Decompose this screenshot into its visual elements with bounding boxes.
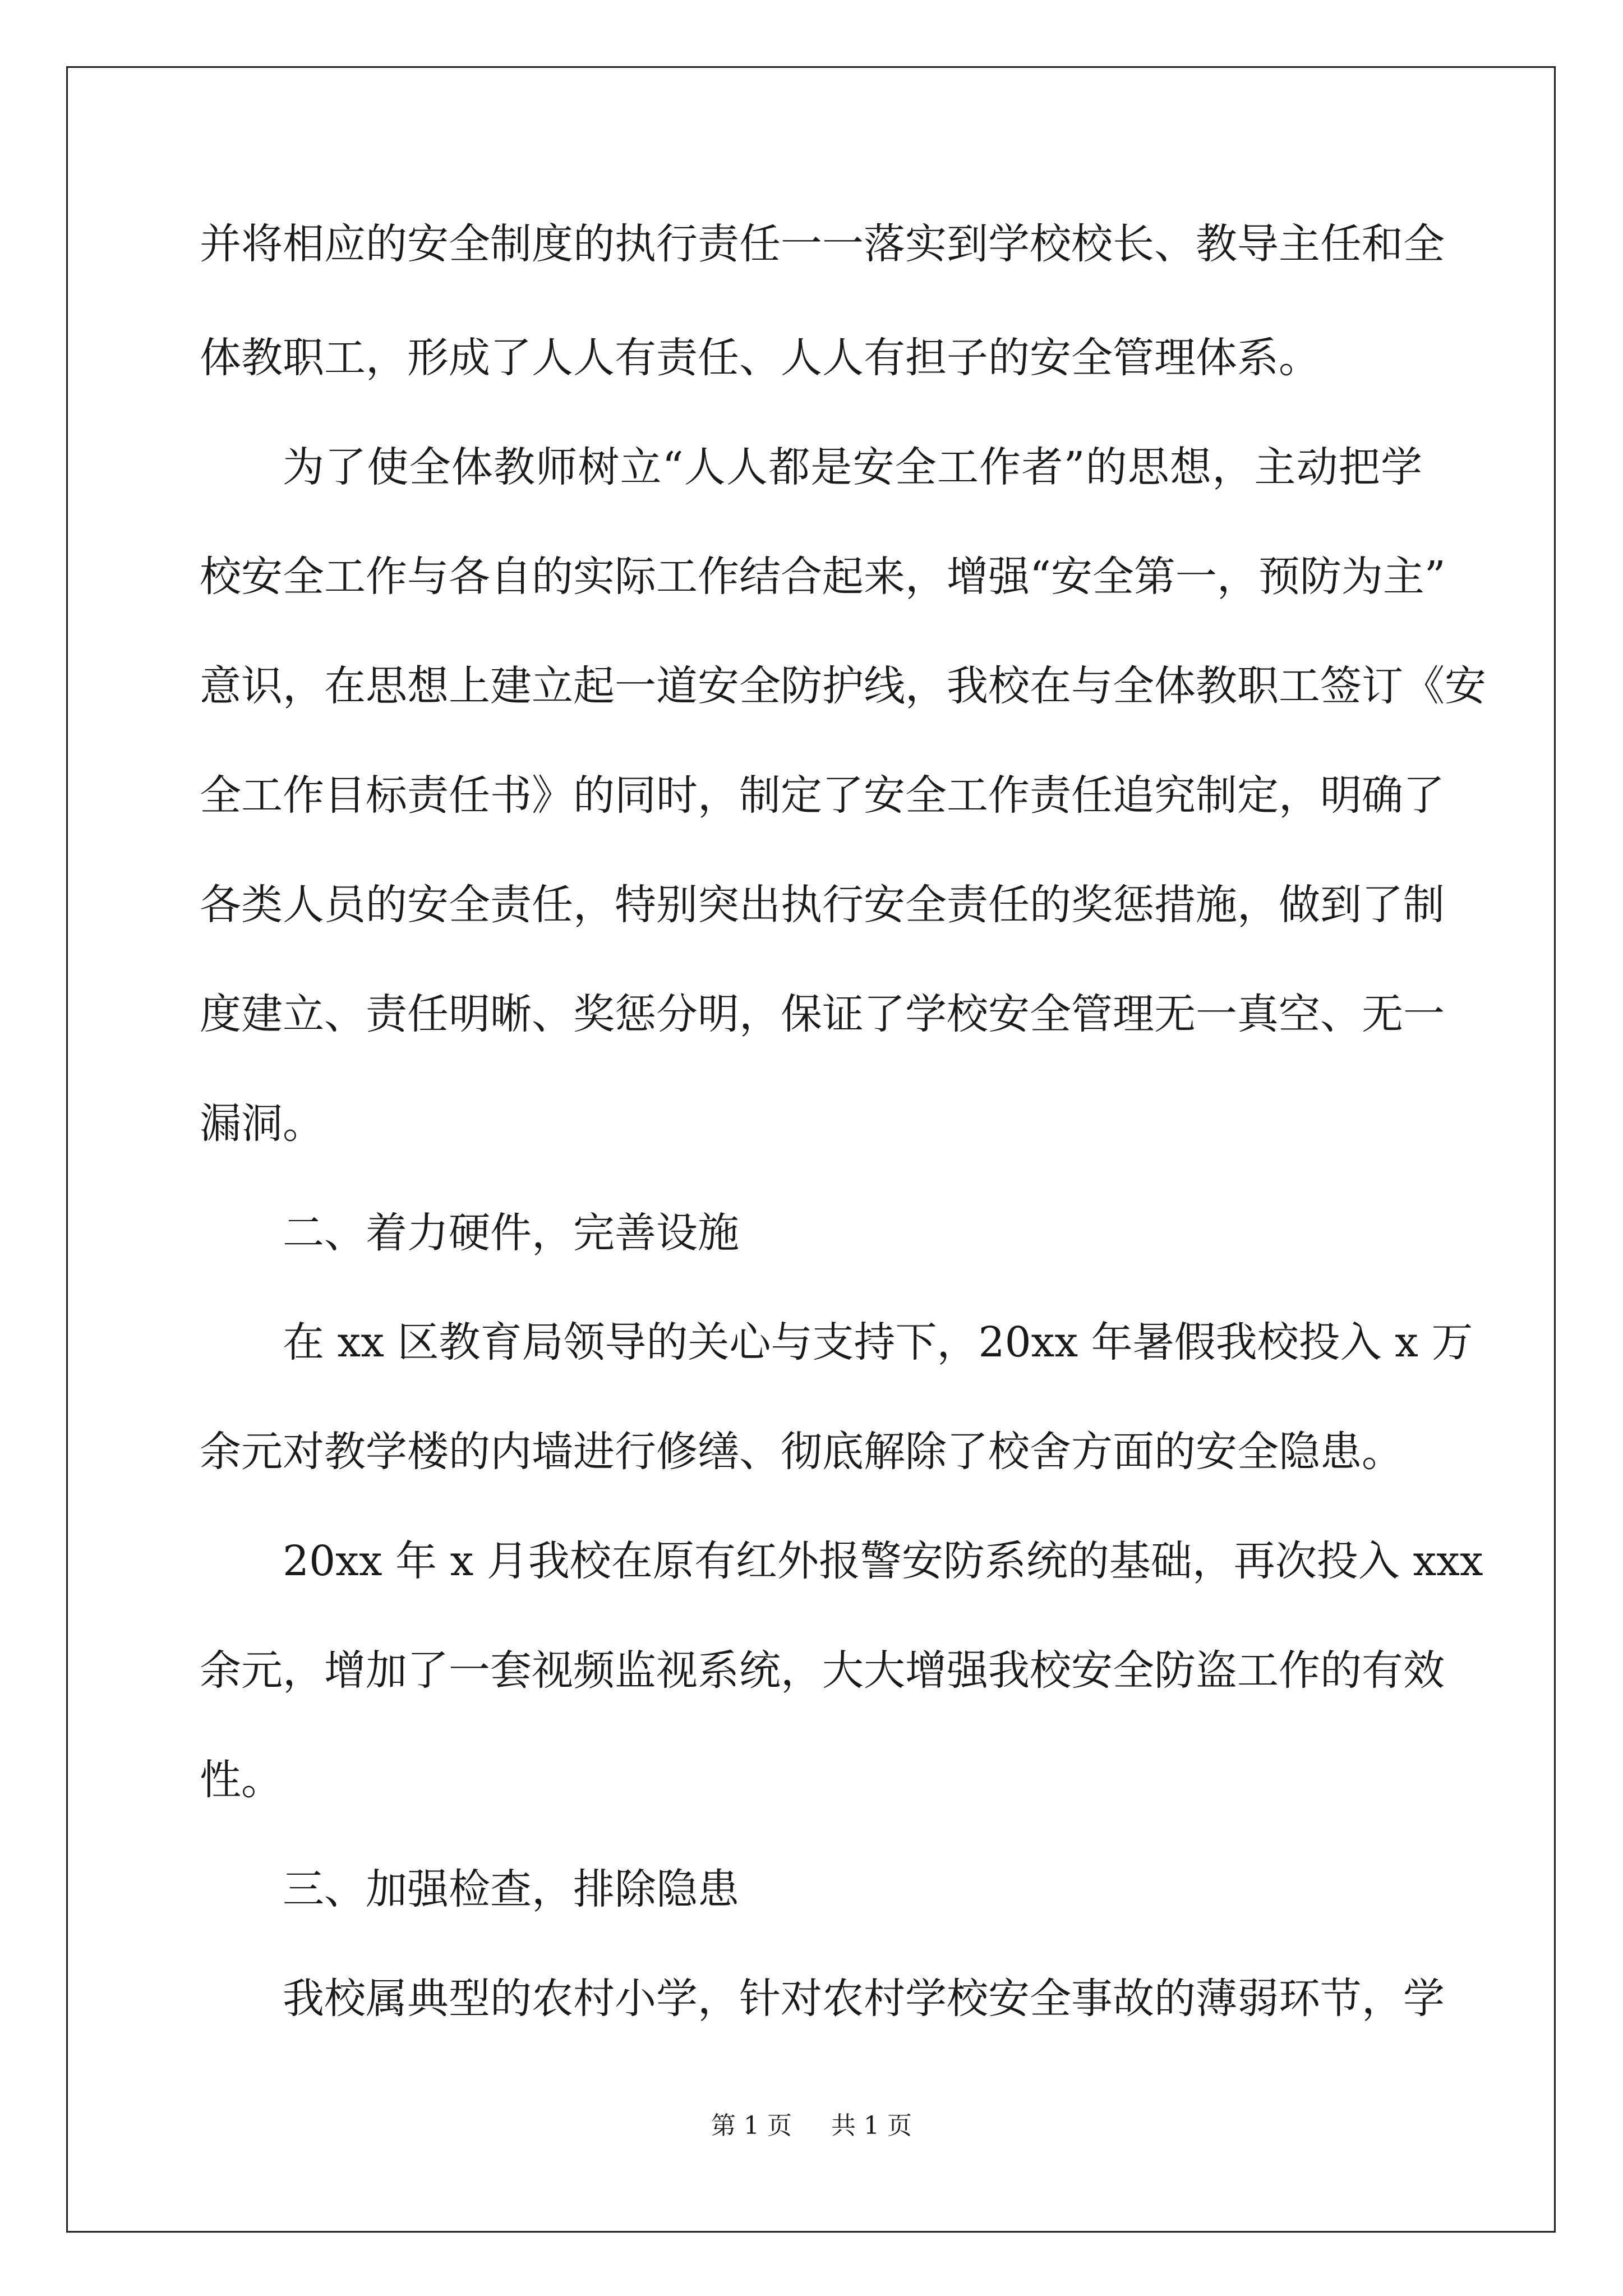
- text-line: 余元，增加了一套视频监视系统，大大增强我校安全防盗工作的有效: [200, 1646, 1445, 1695]
- text-line: 并将相应的安全制度的执行责任一一落实到学校校长、教导主任和全: [200, 220, 1445, 268]
- text-line: 意识，在思想上建立起一道安全防护线，我校在与全体教职工签订《安: [200, 662, 1486, 710]
- text-line: 各类人员的安全责任，特别突出执行安全责任的奖惩措施，做到了制: [200, 881, 1445, 929]
- text-line: 在 xx 区教育局领导的关心与支持下，20xx 年暑假我校投入 x 万: [283, 1318, 1473, 1366]
- text-line: 20xx 年 x 月我校在原有红外报警安防系统的基础，再次投入 xxx: [283, 1537, 1483, 1585]
- text-line: 度建立、责任明晰、奖惩分明，保证了学校安全管理无一真空、无一: [200, 990, 1445, 1038]
- text-line: 全工作目标责任书》的同时，制定了安全工作责任追究制定，明确了: [200, 771, 1445, 820]
- text-line: 为了使全体教师树立“人人都是安全工作者”的思想，主动把学: [283, 443, 1422, 491]
- text-line: 余元对教学楼的内墙进行修缮、彻底解除了校舍方面的安全隐患。: [200, 1428, 1403, 1476]
- page-number: 第 1 页: [711, 2111, 792, 2140]
- text-line: 漏洞。: [200, 1099, 324, 1148]
- section-heading: 二、着力硬件，完善设施: [283, 1209, 739, 1257]
- text-line: 校安全工作与各自的实际工作结合起来，增强“安全第一，预防为主”: [200, 553, 1446, 601]
- page-total: 共 1 页: [831, 2111, 912, 2140]
- text-line: 性。: [200, 1756, 283, 1804]
- text-line: 我校属典型的农村小学，针对农村学校安全事故的薄弱环节，学: [283, 1975, 1445, 2023]
- page-footer: [0, 2109, 1623, 2143]
- section-heading: 三、加强检查，排除隐患: [283, 1865, 739, 1913]
- text-line: 体教职工，形成了人人有责任、人人有担子的安全管理体系。: [200, 334, 1320, 382]
